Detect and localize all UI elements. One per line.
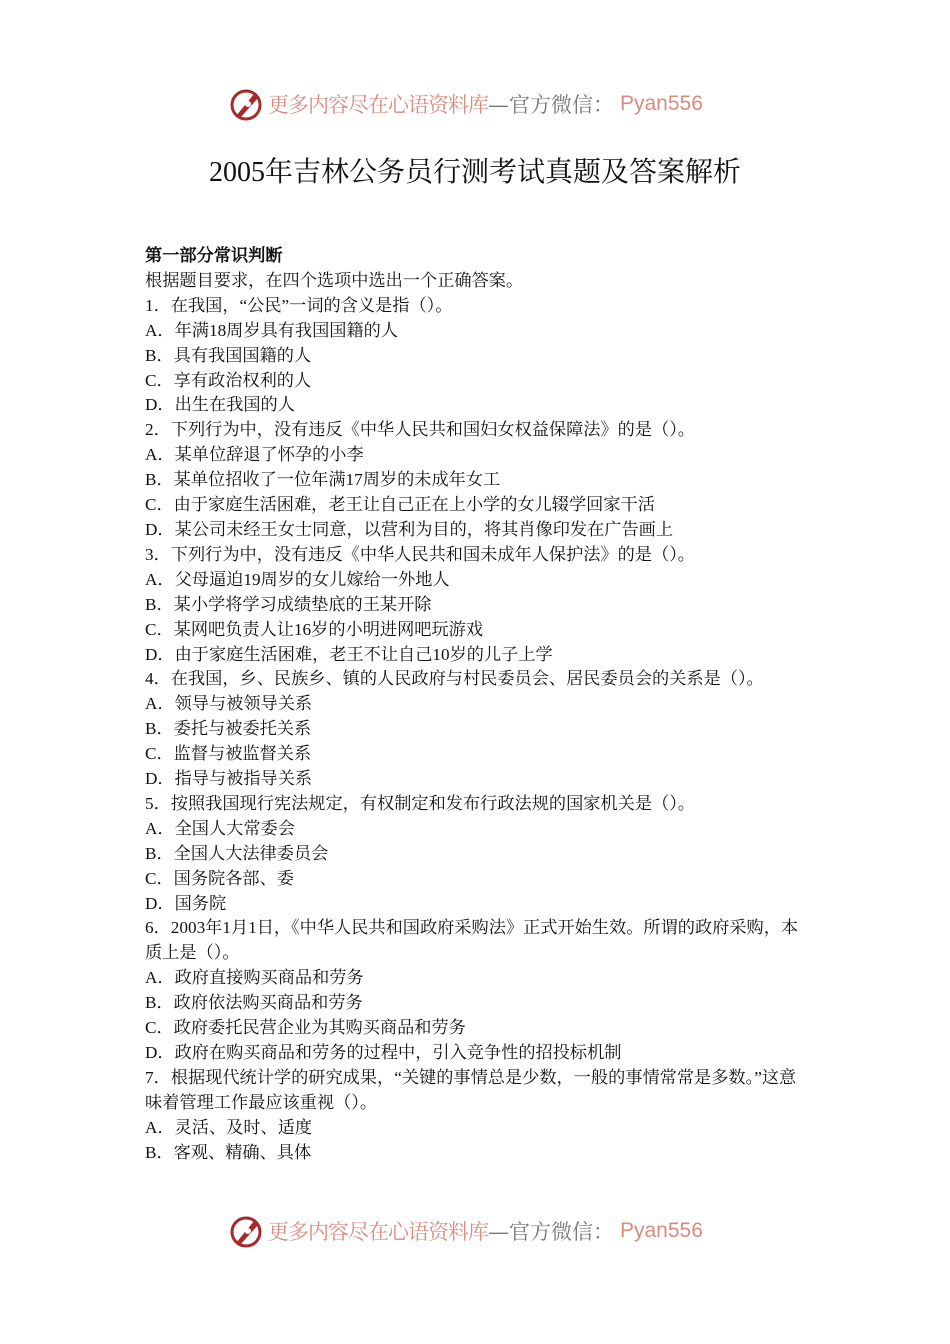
question-option: C．享有政治权利的人 — [145, 370, 312, 390]
question-option: A．某单位辞退了怀孕的小李 — [145, 445, 364, 465]
document-title: 2005年吉林公务员行测考试真题及答案解析 — [208, 157, 741, 188]
pen-logo-icon — [228, 1213, 264, 1249]
banner-wechat-id: Pyan556 — [620, 92, 703, 115]
header-banner — [228, 84, 728, 124]
banner-text: 更多内容尽在心语资料库 — [268, 93, 488, 117]
question-option: A．领导与被领导关系 — [145, 694, 313, 714]
question-stem: 2．下列行为中，没有违反《中华人民共和国妇女权益保障法》的是（）。 — [145, 420, 695, 440]
banner-wechat-label: —官方微信： — [488, 1220, 614, 1244]
question-option: A．灵活、及时、适度 — [145, 1117, 313, 1137]
question-option: C．某网吧负责人让16岁的小明进网吧玩游戏 — [145, 619, 484, 639]
banner-wechat-id: Pyan556 — [620, 1219, 703, 1242]
question-option: B．客观、精确、具体 — [145, 1142, 312, 1162]
question-stem: 5．按照我国现行宪法规定，有权制定和发布行政法规的国家机关是（）。 — [145, 793, 695, 813]
document-body — [145, 244, 813, 1166]
question-list — [145, 294, 813, 1166]
question-option: A．父母逼迫19周岁的女儿嫁给一外地人 — [145, 569, 450, 589]
question-option: D．由于家庭生活困难，老王不让自己10岁的儿子上学 — [145, 644, 553, 664]
question-option: B．政府依法购买商品和劳务 — [145, 993, 363, 1013]
question-stem: 7．根据现代统计学的研究成果，“关键的事情总是少数，一般的事情常常是多数。”这意味着管理工作最应该重视（）。 — [145, 1067, 797, 1112]
question-option: D．指导与被指导关系 — [145, 769, 313, 789]
instruction: 根据题目要求，在四个选项中选出一个正确答案。 — [145, 270, 524, 290]
question-option: D．国务院 — [145, 893, 227, 913]
footer-banner — [228, 1211, 728, 1251]
question-option: B．具有我国国籍的人 — [145, 345, 312, 365]
question-option: C．监督与被监督关系 — [145, 744, 312, 764]
question-stem: 1．在我国，“公民”一词的含义是指（）。 — [145, 295, 453, 315]
question-option: C．政府委托民营企业为其购买商品和劳务 — [145, 1018, 466, 1038]
question-stem: 6．2003年1月1日，《中华人民共和国政府采购法》正式开始生效。所谓的政府采购，本质上是（）。 — [145, 918, 799, 963]
question-option: C．由于家庭生活困难，老王让自己正在上小学的女儿辍学回家干活 — [145, 495, 655, 515]
question-stem: 4．在我国，乡、民族乡、镇的人民政府与村民委员会、居民委员会的关系是（）。 — [145, 669, 764, 689]
banner-text: 更多内容尽在心语资料库 — [268, 1220, 488, 1244]
banner-wechat-label: —官方微信： — [488, 93, 614, 117]
section-heading: 第一部分常识判断 — [145, 246, 283, 265]
question-option: D．某公司未经王女士同意，以营利为目的，将其肖像印发在广告画上 — [145, 519, 674, 539]
question-option: B．全国人大法律委员会 — [145, 843, 329, 863]
question-stem: 3．下列行为中，没有违反《中华人民共和国未成年人保护法》的是（）。 — [145, 544, 695, 564]
question-option: D．出生在我国的人 — [145, 395, 295, 415]
question-option: A．全国人大常委会 — [145, 818, 295, 838]
question-option: A．年满18周岁具有我国国籍的人 — [145, 320, 399, 340]
question-option: A．政府直接购买商品和劳务 — [145, 968, 364, 988]
question-option: B．委托与被委托关系 — [145, 719, 312, 739]
question-option: C．国务院各部、委 — [145, 868, 294, 888]
question-option: D．政府在购买商品和劳务的过程中，引入竞争性的招投标机制 — [145, 1043, 622, 1062]
question-option: B．某单位招收了一位年满17周岁的未成年女工 — [145, 470, 501, 490]
question-option: B．某小学将学习成绩垫底的王某开除 — [145, 594, 432, 614]
pen-logo-icon — [228, 86, 264, 122]
